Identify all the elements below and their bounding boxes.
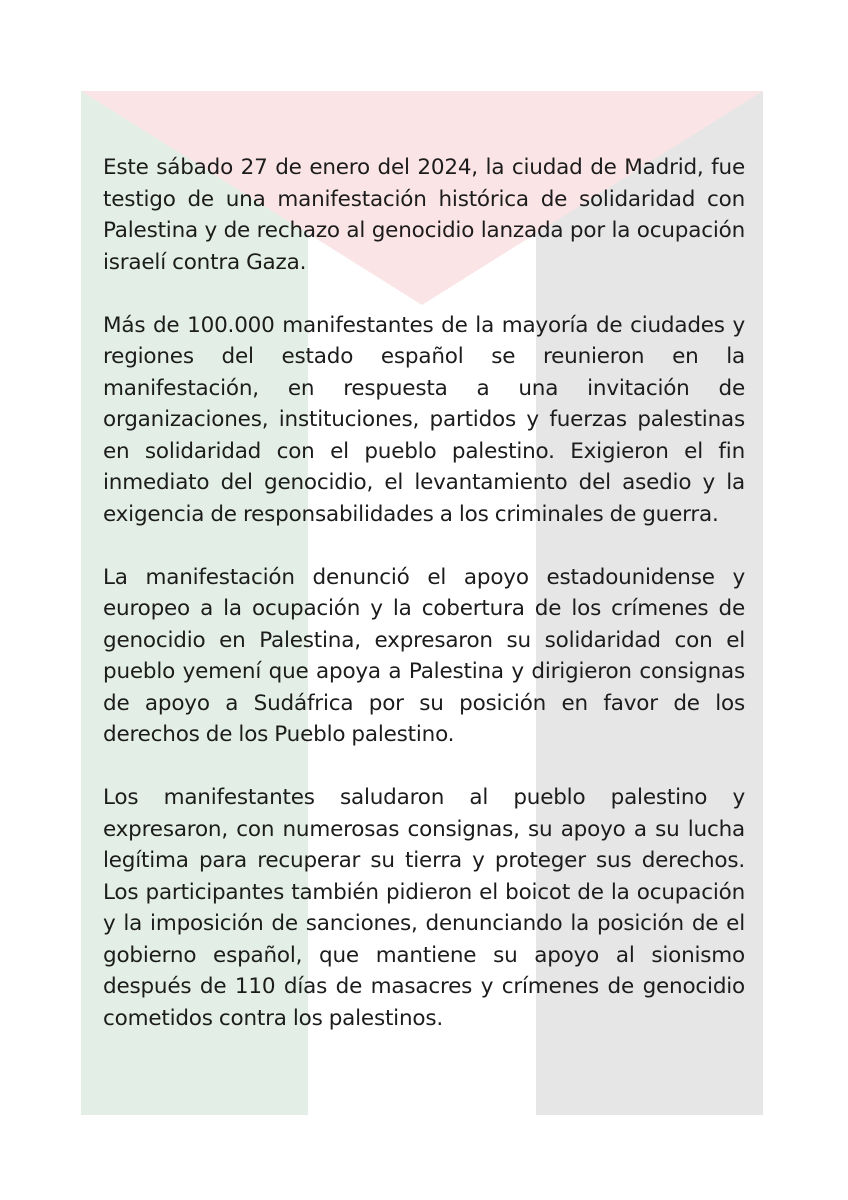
paragraph-2: Más de 100.000 manifestantes de la mayoría de ciudades y regiones del estado español se reunieron en la manifestación, en respuesta a una invitación de organizaciones, instituciones, partidos y fuerzas palestinas en solidaridad con el pueblo palestino. Exigieron el fin inmediato del genocidio, el levantamiento del asedio y la exigencia de responsabilidades a los criminales de guerra. xyxy=(103,312,745,527)
paragraph-1: Este sábado 27 de enero del 2024, la ciudad de Madrid, fue testigo de una manifestación histórica de solidaridad con Palestina y de rechazo al genocidio lanzada por la ocupación israelí contra Gaza. xyxy=(103,155,745,275)
paragraph-3: La manifestación denunció el apoyo estadounidense y europeo a la ocupación y la cobertura de los crímenes de genocidio en Palestina, expresaron su solidaridad con el pueblo yemení que apoya a Palestina y dirigieron consignas de apoyo a Sudáfrica por su posición en favor de los derechos de los Pueblo palestino. xyxy=(103,564,745,747)
article-body xyxy=(103,152,745,1034)
paragraph-4: Los manifestantes saludaron al pueblo palestino y expresaron, con numerosas consignas, su apoyo a su lucha legítima para recuperar su tierra y proteger sus derechos. Los participantes también pidieron el boicot de la ocupación y la imposición de sanciones, denunciando la posición de el gobierno español, que mantiene su apoyo al sionismo después de 110 días de masacres y crímenes de genocidio cometidos contra los palestinos. xyxy=(103,785,745,1031)
